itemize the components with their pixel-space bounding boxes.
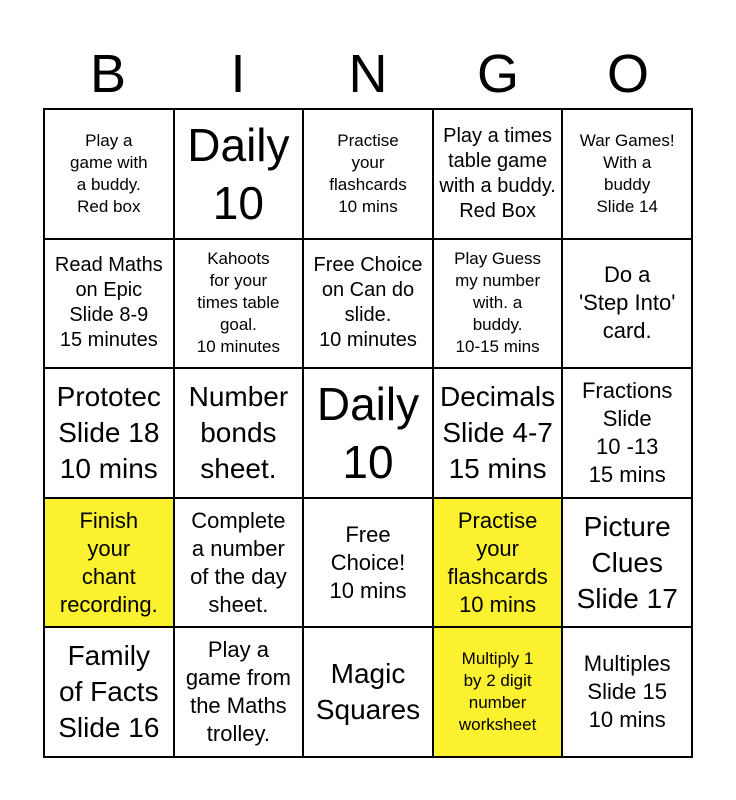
bingo-cell[interactable]: Do a 'Step Into' card. [562, 239, 692, 369]
bingo-cell[interactable]: Complete a number of the day sheet. [174, 498, 304, 628]
header-letter-n: N [348, 44, 388, 104]
bingo-cell[interactable]: Family of Facts Slide 16 [44, 627, 174, 757]
bingo-cell[interactable]: Play Guess my number with. a buddy. 10-15 mins [433, 239, 563, 369]
bingo-cell[interactable]: Multiples Slide 15 10 mins [562, 627, 692, 757]
bingo-cell[interactable]: Practise your flashcards 10 mins [433, 498, 563, 628]
bingo-grid [43, 108, 693, 758]
bingo-cell[interactable]: Number bonds sheet. [174, 368, 304, 498]
header-letter-o: O [606, 44, 649, 104]
bingo-cell[interactable]: Play a times table game with a buddy. Red Box [433, 109, 563, 239]
bingo-cell[interactable]: Fractions Slide 10 -13 15 mins [562, 368, 692, 498]
header-letter-b: B [89, 44, 127, 104]
bingo-cell[interactable]: Magic Squares [303, 627, 433, 757]
bingo-header [43, 40, 693, 108]
bingo-cell[interactable]: Free Choice on Can do slide. 10 minutes [303, 239, 433, 369]
bingo-cell[interactable]: War Games! With a buddy Slide 14 [562, 109, 692, 239]
bingo-cell[interactable]: Read Maths on Epic Slide 8-9 15 minutes [44, 239, 174, 369]
bingo-cell[interactable]: Play a game with a buddy. Red box [44, 109, 174, 239]
bingo-cell[interactable]: Multiply 1 by 2 digit number worksheet [433, 627, 563, 757]
header-letter-g: G [476, 44, 519, 104]
header-letter-i: I [230, 44, 246, 104]
bingo-cell[interactable]: Daily 10 [174, 109, 304, 239]
bingo-cell[interactable]: Daily 10 [303, 368, 433, 498]
bingo-cell[interactable]: Picture Clues Slide 17 [562, 498, 692, 628]
bingo-cell[interactable]: Prototec Slide 18 10 mins [44, 368, 174, 498]
bingo-cell[interactable]: Kahoots for your times table goal. 10 minutes [174, 239, 304, 369]
bingo-cell[interactable]: Free Choice! 10 mins [303, 498, 433, 628]
bingo-cell[interactable]: Play a game from the Maths trolley. [174, 627, 304, 757]
bingo-cell[interactable]: Decimals Slide 4-7 15 mins [433, 368, 563, 498]
bingo-cell[interactable]: Finish your chant recording. [44, 498, 174, 628]
bingo-cell[interactable]: Practise your flashcards 10 mins [303, 109, 433, 239]
